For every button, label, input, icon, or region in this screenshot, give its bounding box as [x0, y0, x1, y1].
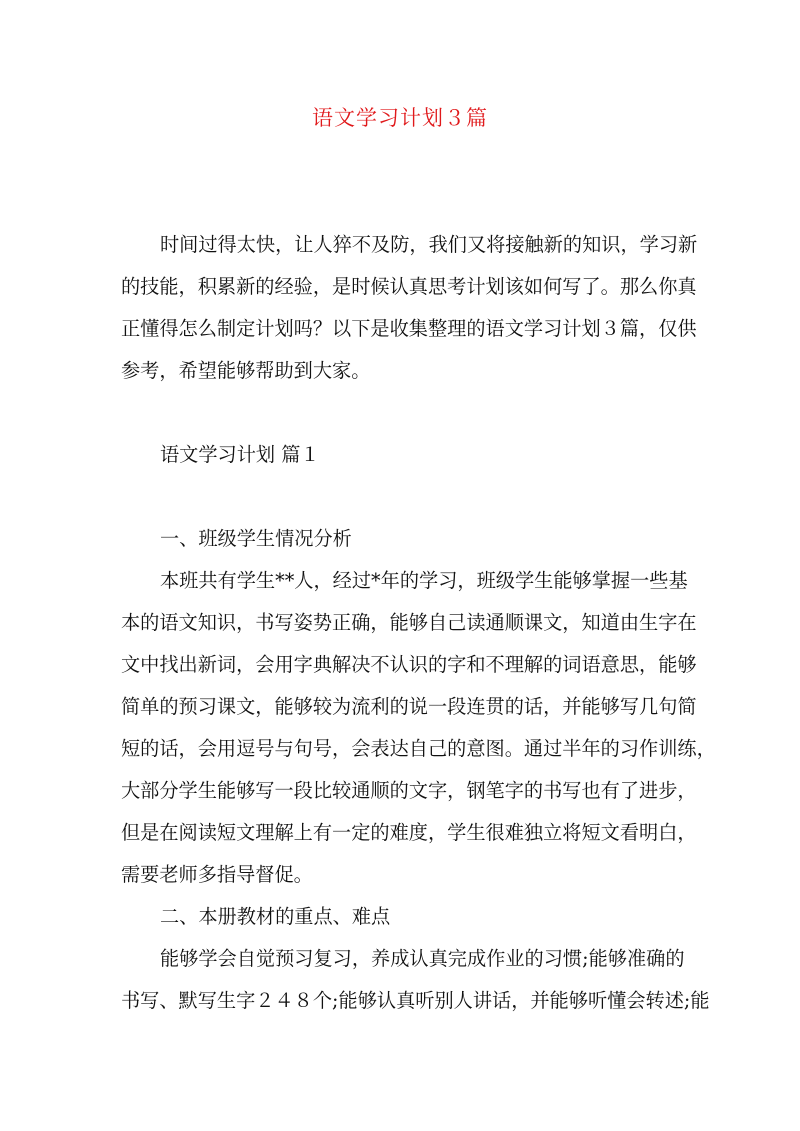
paragraph-line: 书写、默写生字２４８个;能够认真听别人讲话，并能够听懂会转述;能	[121, 989, 710, 1012]
paragraph-line: 简单的预习课文，能够较为流利的说一段连贯的话，并能够写几句简	[121, 695, 697, 718]
paragraph-line: 需要老师多指导督促。	[121, 863, 313, 886]
paragraph-line: 短的话，会用逗号与句号，会表达自己的意图。通过半年的习作训练，	[121, 737, 716, 760]
paragraph-line: 大部分学生能够写一段比较通顺的文字，钢笔字的书写也有了进步，	[121, 779, 697, 802]
paragraph-line: 文中找出新词，会用字典解决不认识的字和不理解的词语意思，能够	[121, 653, 697, 676]
intro-line: 正懂得怎么制定计划吗？以下是收集整理的语文学习计划３篇，仅供	[121, 317, 697, 340]
paragraph-line: 本的语文知识，书写姿势正确，能够自己读通顺课文，知道由生字在	[121, 611, 697, 634]
heading-class-analysis: 一、班级学生情况分析	[160, 527, 352, 550]
intro-line: 参考，希望能够帮助到大家。	[121, 359, 371, 382]
paragraph-line: 但是在阅读短文理解上有一定的难度，学生很难独立将短文看明白，	[121, 821, 697, 844]
paragraph-line: 本班共有学生**人，经过*年的学习，班级学生能够掌握一些基	[160, 569, 688, 592]
section-title: 语文学习计划 篇１	[160, 443, 320, 466]
document-title: 语文学习计划３篇	[312, 106, 488, 130]
intro-line: 的技能，积累新的经验，是时候认真思考计划该如何写了。那么你真	[121, 275, 697, 298]
heading-key-points: 二、本册教材的重点、难点	[160, 905, 391, 928]
intro-line: 时间过得太快，让人猝不及防，我们又将接触新的知识，学习新	[160, 233, 698, 256]
paragraph-line: 能够学会自觉预习复习，养成认真完成作业的习惯;能够准确的	[160, 947, 685, 970]
